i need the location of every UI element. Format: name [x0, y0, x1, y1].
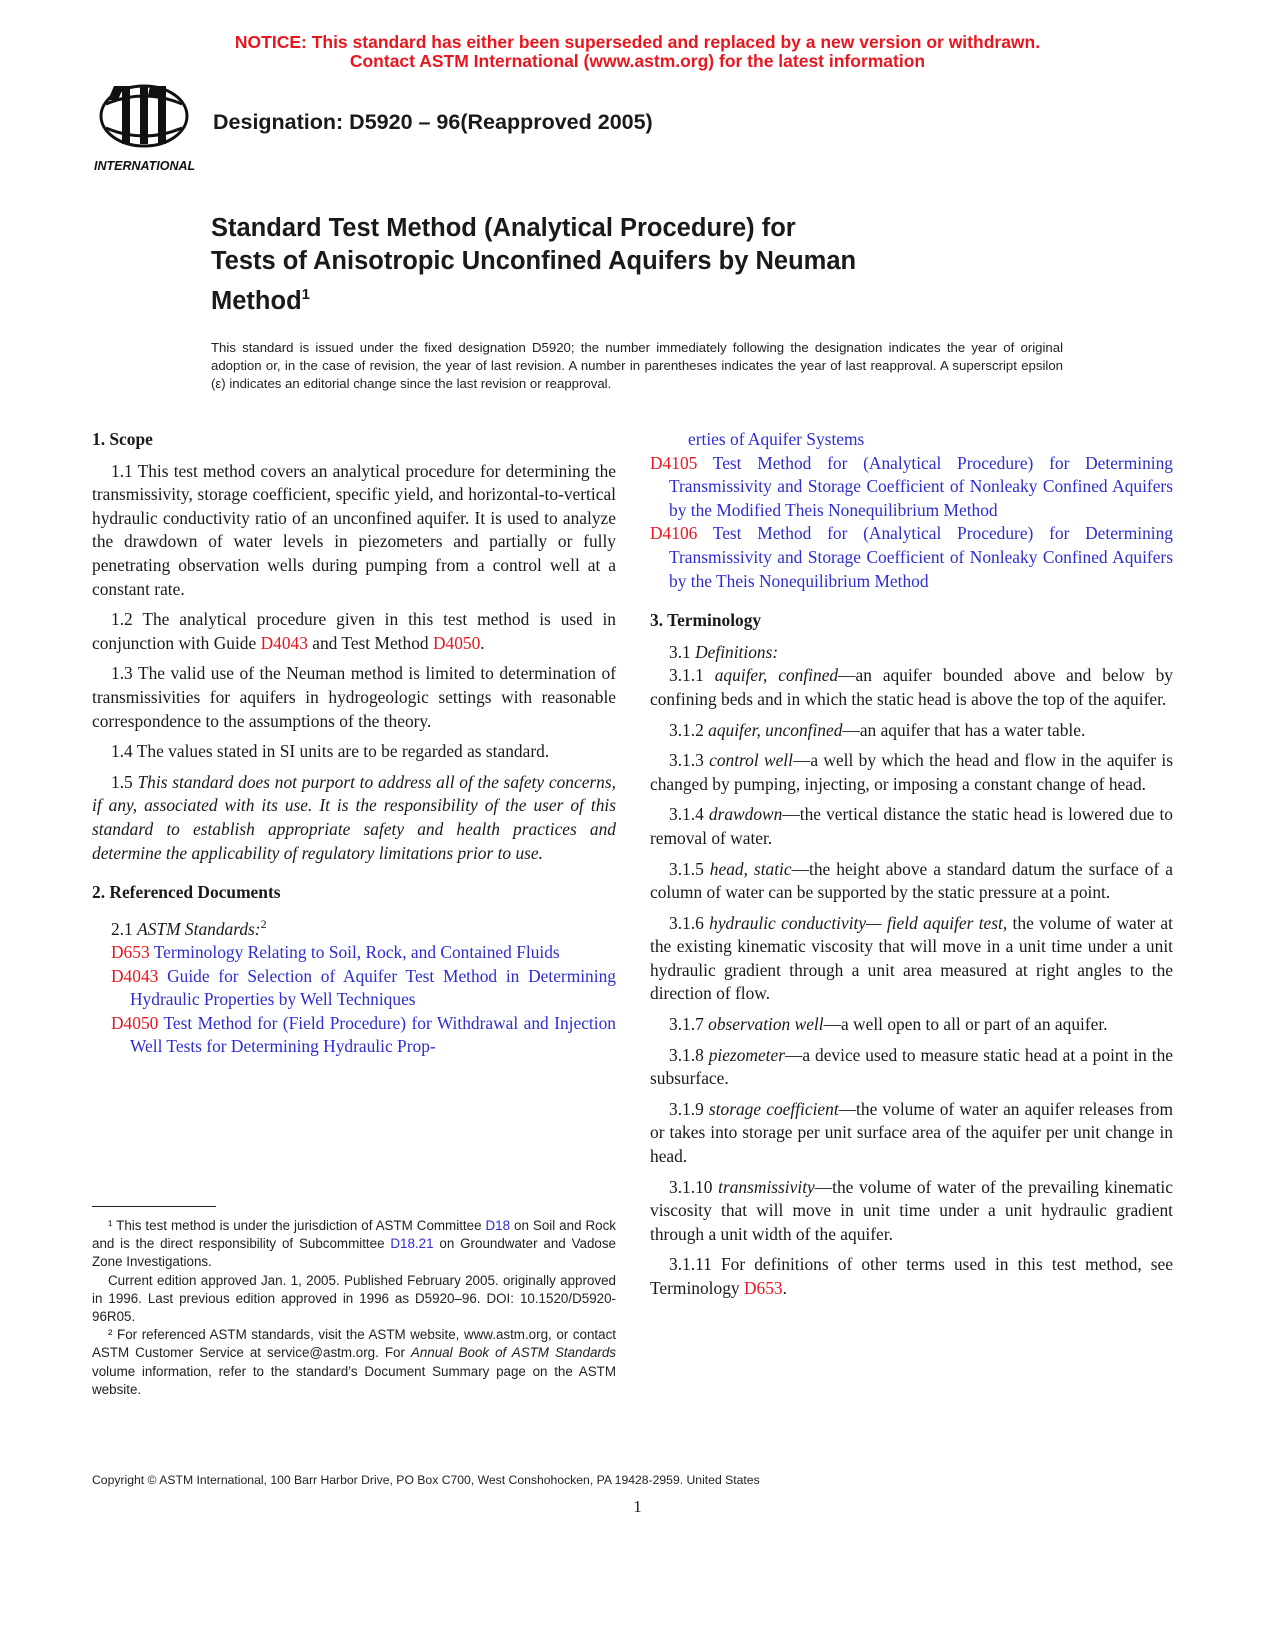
definition-item: 3.1.10 transmissivity—the volume of water of the prevailing kinematic viscosity that will move in unit time under a unit hydraulic gradient through a unit width of the aquifer. — [650, 1176, 1173, 1244]
definition-item: 3.1.7 observation well—a well open to all or part of an aquifer. — [669, 1014, 1108, 1035]
astm-logo — [92, 82, 196, 174]
definition-item: 3.1.11 For definitions of other terms used in this test method, see Terminology D653. — [650, 1254, 1173, 1298]
definition-item: 3.1.6 hydraulic conductivity— field aquifer test, the volume of water at the existing kinematic viscosity that will move in a unit time under a unit hydraulic gradient through a unit area measured at right angles to the direction of flow. — [650, 912, 1173, 1004]
title-footnote-marker: 1 — [301, 286, 310, 303]
footnote-1: ¹ This test method is under the jurisdiction of ASTM Committee D18 on Soil and Rock and is the direct responsibility of Subcommittee D18.21 on Groundwater and Vadose Zone Investigations. — [92, 1218, 616, 1270]
link-d4050[interactable]: D4050 — [432, 632, 481, 653]
section-heading-terminology: 3. Terminology — [650, 610, 762, 631]
section-heading-scope: 1. Scope — [92, 429, 153, 449]
copyright-line: Copyright © ASTM International, 100 Barr Harbor Drive, PO Box C700, West Conshohocken, PA 19428-2959. United States — [92, 1473, 760, 1487]
logo-text: INTERNATIONAL — [94, 159, 196, 173]
ref-code-link[interactable]: D4105 — [650, 452, 698, 473]
title-line-2: Tests of Anisotropic Unconfined Aquifers by Neuman — [211, 247, 857, 275]
notice-line-1: NOTICE: This standard has either been superseded and replaced by a new version or withdrawn. — [234, 32, 1041, 52]
paragraph-1-3: 1.3 The valid use of the Neuman method is limited to determination of transmissivities for aquifers in hydrogeologic settings with reasonable correspondence to the assumptions of the theory. — [92, 663, 616, 731]
ref-code-link[interactable]: D653 — [111, 942, 150, 963]
ref-code-link[interactable]: D4050 — [111, 1012, 159, 1033]
definition-item: 3.1.2 aquifer, unconfined—an aquifer that has a water table. — [669, 719, 1086, 740]
link-d4043[interactable]: D4043 — [260, 632, 308, 653]
ref-title-continued-link[interactable]: erties of Aquifer Systems — [688, 429, 865, 449]
right-column — [650, 428, 1173, 1308]
paragraph-1-5: 1.5 This standard does not purport to address all of the safety concerns, if any, associated with its use. It is the responsibility of the user of this standard to establish appropriate safety and health practices and determine the applicability of regulatory limitations prior to use. — [92, 771, 616, 863]
document-title — [211, 212, 1011, 318]
list-item — [650, 452, 1173, 523]
astm-standards-subhead: 2.1 ASTM Standards:$^2$ — [111, 916, 267, 939]
definition-item: 3.1.3 control well—a well by which the head and flow in the aquifer is changed by pumping, injecting, or imposing a constant change of head. — [650, 750, 1173, 794]
ref-title-link[interactable]: Guide for Selection of Aquifer Test Method in Determining Hydraulic Properties by Well Techniques — [130, 965, 616, 1010]
ref-title-link[interactable]: Terminology Relating to Soil, Rock, and Contained Fluids — [153, 942, 560, 963]
list-item — [650, 522, 1173, 593]
definition-item: 3.1.8 piezometer—a device used to measure static head at a point in the subsurface. — [650, 1044, 1173, 1089]
designation: Designation: D5920 – 96(Reapproved 2005) — [213, 110, 653, 134]
ref-code-link[interactable]: D4106 — [650, 523, 698, 544]
notice-line-2: Contact ASTM International (www.astm.org) for the latest information — [349, 51, 926, 71]
section-heading-referenced: 2. Referenced Documents — [92, 882, 281, 903]
ref-title-link[interactable]: Test Method for (Analytical Procedure) for Determining Transmissivity and Storage Coefficient of Nonleaky Confined Aquifers by the Modified Theis Nonequilibrium Method — [669, 452, 1173, 520]
withdrawn-notice — [0, 33, 1275, 71]
footnote-divider — [92, 1206, 216, 1207]
page-number: 1 — [633, 1497, 642, 1516]
link-d18[interactable]: D18 — [485, 1218, 511, 1233]
ref-title-link[interactable]: Test Method for (Field Procedure) for Withdrawal and Injection Well Tests for Determining Hydraulic Prop- — [130, 1012, 616, 1057]
left-column — [92, 428, 616, 1059]
definition-item: 3.1.9 storage coefficient—the volume of water an aquifer releases from or takes into storage per unit surface area of the aquifer per unit change in head. — [650, 1098, 1173, 1167]
paragraph-1-2: 1.2 The analytical procedure given in this test method is used in conjunction with Guide D4043 and Test Method D4050. — [92, 609, 616, 653]
link-d18-21[interactable]: D18.21 — [390, 1236, 434, 1252]
definitions-subhead: 3.1 Definitions: — [669, 641, 779, 662]
ref-code-link[interactable]: D4043 — [111, 965, 159, 986]
link-d653[interactable]: D653 — [743, 1278, 783, 1298]
title-line-1: Standard Test Method (Analytical Procedure) for — [211, 214, 796, 242]
definition-item: 3.1.4 drawdown—the vertical distance the static head is lowered due to removal of water. — [650, 804, 1173, 848]
list-item — [92, 965, 616, 1012]
footnote-2: ² For referenced ASTM standards, visit the ASTM website, www.astm.org, or contact ASTM Customer Service at service@astm.org. For Annual Book of ASTM Standards volume information, refer to the standard’s Document Summary page on the ASTM website. — [92, 1327, 616, 1397]
footnote-1-edition: Current edition approved Jan. 1, 2005. Published February 2005. originally approved in 1996. Last previous edition approved in 1996 as D5920–96. DOI: 10.1520/D5920-96R05. — [92, 1272, 616, 1325]
issuance-note: This standard is issued under the fixed designation D5920; the number immediately following the designation indicates the year of original adoption or, in the case of revision, the year of last revision. A number in parentheses indicates the year of last reapproval. A superscript epsilon (ε) indicates an editorial change since the last revision or reapproval. — [211, 340, 1063, 391]
title-line-3: Method — [211, 287, 302, 315]
definition-item: 3.1.1 aquifer, confined—an aquifer bounded above and below by confining beds and in which the static head is above the top of the aquifer. — [650, 665, 1173, 709]
ref-title-link[interactable]: Test Method for (Analytical Procedure) for Determining Transmissivity and Storage Coefficient of Nonleaky Confined Aquifers by the Theis Nonequilibrium Method — [669, 523, 1173, 591]
paragraph-1-1: 1.1 This test method covers an analytical procedure for determining the transmissivity, storage coefficient, specific yield, and horizontal-to-vertical hydraulic conductivity ratio of an unconfined aquifer. It is used to analyze the drawdown of water levels in piezometers and partially or fully penetrating observation wells during pumping from a control well at a constant rate. — [92, 460, 616, 599]
footnotes — [92, 1217, 616, 1399]
definition-item: 3.1.5 head, static—the height above a standard datum the surface of a column of water can be supported by the static pressure at a point. — [650, 858, 1173, 903]
list-item — [92, 1012, 616, 1059]
list-item — [92, 941, 616, 965]
paragraph-1-4: 1.4 The values stated in SI units are to be regarded as standard. — [111, 741, 550, 762]
